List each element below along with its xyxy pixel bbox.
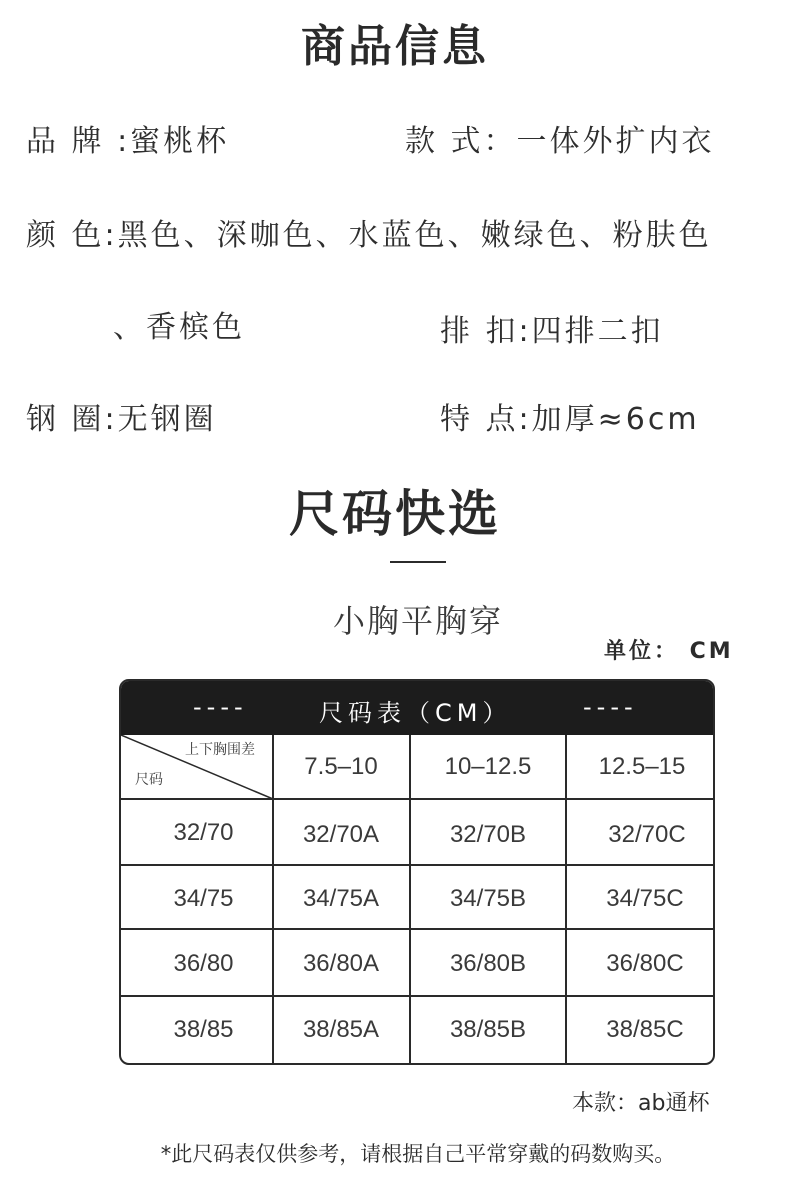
cup-note: 本款：ab通杯 xyxy=(572,1091,710,1116)
table-cell: 32/70A xyxy=(302,821,380,848)
column-header: 10–12.5 xyxy=(444,753,532,780)
closure-field: 排 扣:四排二扣 xyxy=(440,314,664,349)
color-field: 颜 色:黑色、深咖色、水蓝色、嫩绿色、粉肤色 xyxy=(26,218,712,253)
table-cell: 32/70C xyxy=(608,821,686,848)
corner-label-bust-diff: 上下胸围差 xyxy=(185,742,255,758)
underwire-field: 钢 圈:无钢圈 xyxy=(26,402,217,437)
grid-line xyxy=(121,864,715,866)
table-cell: 36/80C xyxy=(606,950,684,977)
grid-line xyxy=(121,995,715,997)
column-header: 7.5–10 xyxy=(304,753,378,780)
column-header: 12.5–15 xyxy=(598,753,686,780)
header-dashes-right: ---- xyxy=(583,693,638,721)
table-cell: 32/70B xyxy=(449,821,527,848)
title-divider xyxy=(390,561,446,563)
table-cell: 34/75C xyxy=(606,885,684,912)
header-dashes-left: ---- xyxy=(193,693,248,721)
table-cell: 38/85B xyxy=(449,1016,527,1043)
size-subtitle: 小胸平胸穿 xyxy=(332,602,503,640)
table-cell: 34/75A xyxy=(302,885,380,912)
corner-label-size: 尺码 xyxy=(135,772,163,788)
grid-line xyxy=(121,928,715,930)
table-cell: 38/85A xyxy=(302,1016,380,1043)
row-size: 34/75 xyxy=(173,885,234,912)
row-size: 36/80 xyxy=(173,950,234,977)
product-info-title: 商品信息 xyxy=(301,21,489,72)
table-cell: 36/80B xyxy=(449,950,527,977)
size-disclaimer: *此尺码表仅供参考，请根据自己平常穿戴的码数购买。 xyxy=(160,1142,676,1166)
unit-label: 单位： CM xyxy=(604,639,734,664)
size-table-header xyxy=(121,681,715,735)
color-field-continued: 、香槟色 xyxy=(113,310,245,345)
table-cell: 36/80A xyxy=(302,950,380,977)
size-section-title: 尺码快选 xyxy=(289,485,501,543)
feature-field: 特 点:加厚≈6cm xyxy=(440,402,700,437)
table-cell: 38/85C xyxy=(606,1016,684,1043)
row-size: 32/70 xyxy=(173,819,234,846)
table-cell: 34/75B xyxy=(449,885,527,912)
size-table xyxy=(119,679,715,1065)
header-title: 尺码表（CM） xyxy=(319,699,512,727)
row-size: 38/85 xyxy=(173,1016,234,1043)
brand-field: 品 牌 :蜜桃杯 xyxy=(26,124,230,159)
style-field: 款 式：一体外扩内衣 xyxy=(405,124,715,159)
